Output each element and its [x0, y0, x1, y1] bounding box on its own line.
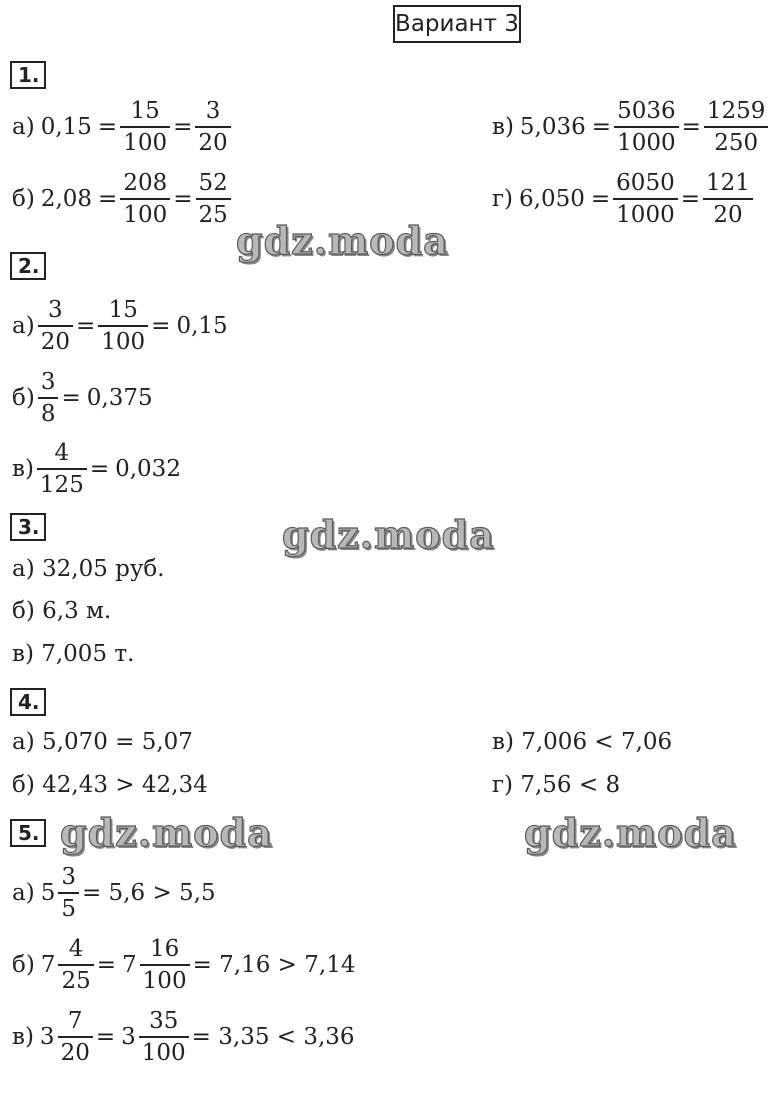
equals: =: [681, 114, 701, 140]
fraction: $\frac{3}{20}$: [195, 98, 230, 156]
decimal: 5,036: [519, 114, 586, 140]
whole-part: 3: [121, 1024, 136, 1050]
equals: =: [151, 313, 171, 339]
label: б): [12, 385, 35, 411]
fraction: $\frac{16}{100}$: [140, 936, 190, 994]
variant-title: Вариант 3: [393, 5, 521, 43]
fraction: $\frac{4}{125}$: [37, 440, 87, 498]
result: = 5,6 > 5,5: [81, 880, 216, 906]
equals: =: [680, 186, 700, 212]
equals: =: [97, 114, 118, 140]
task-1-v: [492, 98, 771, 156]
fraction: $\frac{121}{20}$: [703, 170, 753, 228]
task-1-b: [12, 170, 234, 228]
equals: =: [98, 186, 118, 212]
task-5-a: [12, 864, 216, 922]
task-3-number: 3.: [10, 513, 46, 541]
watermark: gdz.moda: [282, 512, 495, 557]
result: 0,375: [86, 385, 153, 411]
label: а): [12, 880, 35, 906]
equals: =: [173, 186, 193, 212]
result: 0,032: [115, 456, 181, 482]
label: а): [12, 114, 35, 140]
whole-part: 5: [40, 880, 56, 906]
equals: =: [95, 1024, 116, 1050]
equals: =: [591, 114, 612, 140]
fraction: $\frac{3}{20}$: [38, 297, 73, 355]
fraction: $\frac{3}{8}$: [38, 369, 59, 427]
decimal: 0,15: [40, 114, 92, 140]
equals: =: [590, 186, 611, 212]
watermark: gdz.moda: [524, 810, 737, 855]
task-4-v: в) 7,006 < 7,06: [492, 729, 673, 755]
label: в): [12, 1024, 34, 1050]
task-2-b: [12, 369, 153, 427]
fraction: $\frac{3}{5}$: [58, 864, 79, 922]
task-5-b: [12, 936, 355, 994]
task-2-a: [12, 297, 228, 355]
fraction: $\frac{4}{25}$: [58, 936, 93, 994]
watermark: gdz.moda: [60, 810, 273, 855]
fraction: $\frac{208}{100}$: [120, 170, 170, 228]
task-4-a: а) 5,070 = 5,07: [12, 729, 193, 755]
equals: =: [61, 385, 81, 411]
whole-part: 3: [39, 1024, 55, 1050]
fraction: $\frac{7}{20}$: [58, 1008, 93, 1066]
fraction: $\frac{15}{100}$: [98, 297, 148, 355]
task-2-v: [12, 440, 181, 498]
label: а): [12, 313, 35, 339]
task-2-number: 2.: [10, 252, 46, 280]
fraction: $\frac{35}{100}$: [139, 1008, 189, 1066]
result: = 7,16 > 7,14: [192, 952, 356, 978]
watermark: gdz.moda: [236, 218, 449, 263]
label: в): [492, 114, 514, 140]
fraction: $\frac{1259}{250}$: [704, 98, 769, 156]
task-4-number: 4.: [10, 688, 46, 716]
equals: =: [173, 114, 193, 140]
task-1-number: 1.: [10, 61, 46, 89]
task-4-g: г) 7,56 < 8: [492, 772, 621, 798]
label: б): [12, 952, 35, 978]
task-4-b: б) 42,43 > 42,34: [12, 772, 208, 798]
label: б): [12, 186, 35, 212]
task-1-a: [12, 98, 234, 156]
task-3-b: б) 6,3 м.: [12, 598, 112, 624]
equals: =: [96, 952, 117, 978]
label: г): [492, 186, 514, 212]
task-3-v: в) 7,005 т.: [12, 641, 135, 667]
result: 0,15: [176, 313, 228, 339]
task-5-number: 5.: [10, 819, 46, 847]
decimal: 2,08: [40, 186, 93, 212]
fraction: $\frac{15}{100}$: [120, 98, 170, 156]
whole-part: 7: [40, 952, 56, 978]
whole-part: 7: [122, 952, 137, 978]
decimal: 6,050: [519, 186, 585, 212]
task-3-a: а) 32,05 руб.: [12, 556, 165, 582]
label: в): [12, 456, 34, 482]
fraction: $\frac{5036}{1000}$: [614, 98, 679, 156]
result: = 3,35 < 3,36: [191, 1024, 355, 1050]
task-1-g: [492, 170, 756, 228]
equals: =: [75, 313, 96, 339]
task-5-v: [12, 1008, 355, 1066]
fraction: $\frac{52}{25}$: [196, 170, 231, 228]
fraction: $\frac{6050}{1000}$: [613, 170, 678, 228]
equals: =: [89, 456, 110, 482]
